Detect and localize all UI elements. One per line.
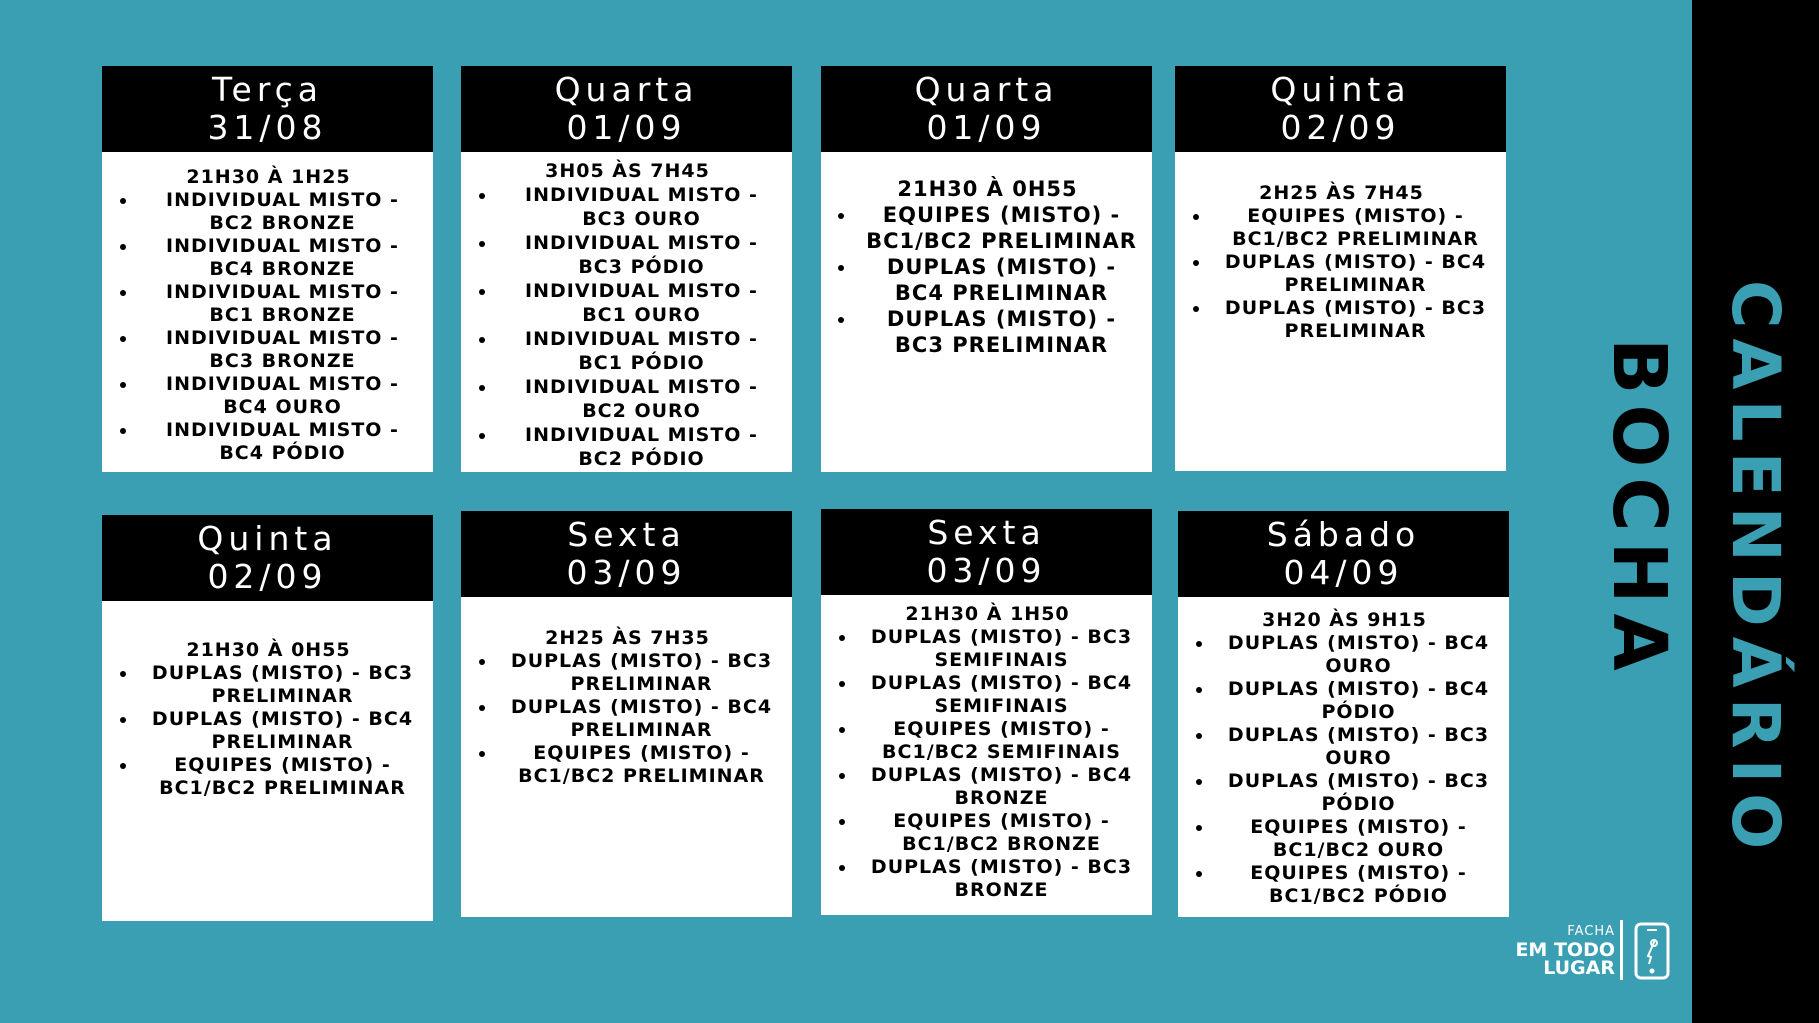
- card-body: [461, 597, 792, 794]
- event-list: [1187, 205, 1496, 343]
- event-item: • DUPLAS (MISTO) - BC3 PRELIMINAR: [857, 306, 1142, 358]
- schedule-card: [461, 511, 792, 917]
- card-body: [821, 152, 1152, 364]
- card-header: [102, 515, 433, 601]
- card-time: 21H30 À 1H50: [905, 603, 1070, 625]
- schedule-card: [1178, 511, 1509, 917]
- card-date: 04/09: [1283, 553, 1404, 592]
- card-body: [102, 601, 433, 806]
- event-item: • EQUIPES (MISTO) - BC1/BC2 OURO: [1214, 816, 1499, 862]
- event-item: • INDIVIDUAL MISTO - BC4 OURO: [138, 373, 423, 419]
- event-item: • EQUIPES (MISTO) - BC1/BC2 SEMIFINAIS: [857, 718, 1142, 764]
- card-day: Sexta: [567, 515, 686, 554]
- event-item: • INDIVIDUAL MISTO - BC1 BRONZE: [138, 281, 423, 327]
- card-header: [821, 509, 1152, 595]
- event-list: [114, 662, 423, 800]
- event-item: • INDIVIDUAL MISTO - BC3 BRONZE: [138, 327, 423, 373]
- event-item: • EQUIPES (MISTO) - BC1/BC2 PRELIMINAR: [857, 202, 1142, 254]
- event-item: • DUPLAS (MISTO) - BC3 BRONZE: [857, 856, 1142, 902]
- event-item: • INDIVIDUAL MISTO - BC2 BRONZE: [138, 189, 423, 235]
- phone-icon: [1633, 922, 1671, 980]
- card-header: [1178, 511, 1509, 597]
- event-item: • INDIVIDUAL MISTO - BC1 OURO: [497, 279, 782, 327]
- card-header: [461, 66, 792, 152]
- card-header: [102, 66, 433, 152]
- schedule-card: [461, 66, 792, 472]
- event-item: • DUPLAS (MISTO) - BC4 PRELIMINAR: [1211, 251, 1496, 297]
- card-body: [102, 152, 433, 471]
- logo-line-1: EM TODO: [1515, 939, 1615, 961]
- card-body: [1175, 152, 1506, 349]
- card-day: Terça: [211, 70, 324, 109]
- event-item: • INDIVIDUAL MISTO - BC4 PÓDIO: [138, 419, 423, 465]
- facha-logo: [1503, 918, 1673, 984]
- title-bocha: BOCHA: [1596, 338, 1682, 681]
- event-item: • INDIVIDUAL MISTO - BC3 PÓDIO: [497, 231, 782, 279]
- event-item: • DUPLAS (MISTO) - BC4 PRELIMINAR: [138, 708, 423, 754]
- card-day: Sábado: [1266, 515, 1421, 554]
- card-day: Quinta: [197, 519, 338, 558]
- logo-text: [1515, 923, 1615, 977]
- event-item: • EQUIPES (MISTO) - BC1/BC2 PRELIMINAR: [497, 742, 782, 788]
- event-item: • INDIVIDUAL MISTO - BC4 BRONZE: [138, 235, 423, 281]
- event-item: • DUPLAS (MISTO) - BC4 BRONZE: [857, 764, 1142, 810]
- event-list: [833, 626, 1142, 902]
- card-body: [821, 595, 1152, 908]
- card-time: 21H30 À 1H25: [186, 166, 351, 188]
- card-body: [461, 152, 792, 477]
- event-item: • EQUIPES (MISTO) - BC1/BC2 PRELIMINAR: [138, 754, 423, 800]
- event-item: • DUPLAS (MISTO) - BC3 SEMIFINAIS: [857, 626, 1142, 672]
- event-item: • INDIVIDUAL MISTO - BC3 OURO: [497, 183, 782, 231]
- card-date: 02/09: [1280, 108, 1401, 147]
- event-list: [473, 650, 782, 788]
- event-list: [833, 202, 1142, 358]
- logo-divider: [1620, 920, 1623, 980]
- card-date: 03/09: [926, 551, 1047, 590]
- event-item: • DUPLAS (MISTO) - BC3 PRELIMINAR: [138, 662, 423, 708]
- card-time: 21H30 À 0H55: [186, 639, 351, 661]
- card-time: 3H20 ÀS 9H15: [1262, 609, 1427, 631]
- card-date: 03/09: [566, 553, 687, 592]
- card-time: 3H05 ÀS 7H45: [545, 160, 710, 182]
- card-body: [1178, 597, 1509, 914]
- event-item: • EQUIPES (MISTO) - BC1/BC2 PRELIMINAR: [1211, 205, 1496, 251]
- logo-small-text: FACHA: [1567, 924, 1615, 939]
- event-item: • DUPLAS (MISTO) - BC4 PRELIMINAR: [857, 254, 1142, 306]
- event-item: • DUPLAS (MISTO) - BC4 PÓDIO: [1214, 678, 1499, 724]
- event-item: • INDIVIDUAL MISTO - BC2 PÓDIO: [497, 423, 782, 471]
- card-header: [1175, 66, 1506, 152]
- event-list: [114, 189, 423, 465]
- card-date: 01/09: [926, 108, 1047, 147]
- schedule-card: [821, 509, 1152, 915]
- card-header: [461, 511, 792, 597]
- event-item: • EQUIPES (MISTO) - BC1/BC2 BRONZE: [857, 810, 1142, 856]
- event-item: • DUPLAS (MISTO) - BC3 PRELIMINAR: [1211, 297, 1496, 343]
- card-date: 02/09: [207, 557, 328, 596]
- title-calendario: CALENDÁRIO: [1717, 280, 1794, 860]
- card-day: Quinta: [1270, 70, 1411, 109]
- event-item: • DUPLAS (MISTO) - BC3 PÓDIO: [1214, 770, 1499, 816]
- card-time: 2H25 ÀS 7H35: [545, 627, 710, 649]
- card-day: Quarta: [914, 70, 1059, 109]
- card-date: 01/09: [566, 108, 687, 147]
- card-time: 21H30 À 0H55: [897, 177, 1078, 201]
- event-list: [1190, 632, 1499, 908]
- logo-line-2: LUGAR: [1543, 957, 1615, 979]
- schedule-card: [102, 515, 433, 921]
- schedule-card: [1175, 66, 1506, 471]
- event-item: • DUPLAS (MISTO) - BC4 PRELIMINAR: [497, 696, 782, 742]
- schedule-card: [102, 66, 433, 472]
- event-item: • DUPLAS (MISTO) - BC4 SEMIFINAIS: [857, 672, 1142, 718]
- card-day: Sexta: [927, 513, 1046, 552]
- event-item: • DUPLAS (MISTO) - BC4 OURO: [1214, 632, 1499, 678]
- event-item: • INDIVIDUAL MISTO - BC1 PÓDIO: [497, 327, 782, 375]
- card-time: 2H25 ÀS 7H45: [1259, 182, 1424, 204]
- schedule-card: [821, 66, 1152, 472]
- card-header: [821, 66, 1152, 152]
- event-item: • DUPLAS (MISTO) - BC3 OURO: [1214, 724, 1499, 770]
- card-date: 31/08: [207, 108, 328, 147]
- event-item: • INDIVIDUAL MISTO - BC2 OURO: [497, 375, 782, 423]
- card-day: Quarta: [554, 70, 699, 109]
- event-item: • EQUIPES (MISTO) - BC1/BC2 PÓDIO: [1214, 862, 1499, 908]
- event-item: • DUPLAS (MISTO) - BC3 PRELIMINAR: [497, 650, 782, 696]
- event-list: [473, 183, 782, 471]
